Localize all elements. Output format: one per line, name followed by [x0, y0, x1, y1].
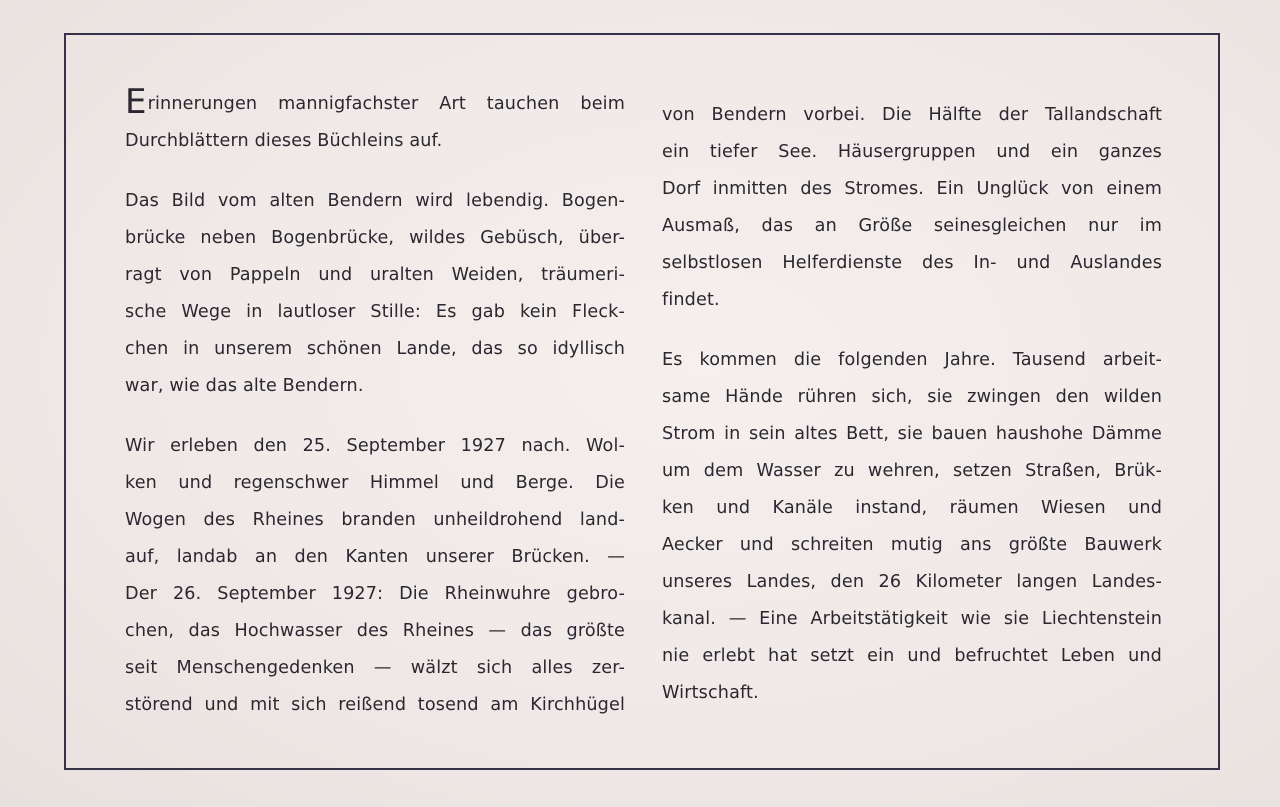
text-line: rinnerungen mannigfachster Art tauchen beim: [147, 94, 625, 114]
paragraph-reconstruction: [662, 342, 1162, 712]
text-line: selbstlosen Helferdienste des In- und Auslandes: [662, 253, 1163, 273]
paragraph-flood-continued: [662, 97, 1162, 319]
text-line: Der 26. September 1927: Die Rheinwuhre gebro-: [125, 584, 625, 604]
text-line: sche Wege in lautloser Stille: Es gab kein Fleck-: [125, 302, 625, 322]
text-line: Wogen des Rheines branden unheildrohend land-: [125, 510, 626, 530]
text-line: chen in unserem schönen Lande, das so idyllisch: [125, 339, 626, 359]
text-line: Es kommen die folgenden Jahre. Tausend arbeit-: [662, 350, 1163, 370]
text-line: ken und regenschwer Himmel und Berge. Die: [125, 473, 625, 493]
text-line: von Bendern vorbei. Die Hälfte der Tallandschaft: [662, 105, 1162, 125]
text-line: chen, das Hochwasser des Rheines — das größte: [125, 621, 626, 641]
text-line: nie erlebt hat setzt ein und befruchtet Leben und: [662, 646, 1162, 666]
paragraph-intro: [125, 82, 625, 160]
text-line: Dorf inmitten des Stromes. Ein Unglück von einem: [662, 179, 1162, 199]
text-line: ken und Kanäle instand, räumen Wiesen und: [662, 498, 1163, 518]
left-text-column: [125, 82, 626, 724]
text-line: Ausmaß, das an Größe seinesgleichen nur im: [662, 216, 1163, 236]
text-line: Wirtschaft.: [662, 683, 759, 703]
text-line: Aecker und schreiten mutig ans größte Bauwerk: [662, 535, 1163, 555]
paragraph-old-bendern: [125, 183, 625, 405]
text-line: Strom in sein altes Bett, sie bauen haushohe Dämme: [662, 424, 1162, 444]
text-line: störend und mit sich reißend tosend am Kirchhügel: [125, 695, 625, 715]
text-line: um dem Wasser zu wehren, setzen Straßen, Brük-: [662, 461, 1162, 481]
text-line: auf, landab an den Kanten unserer Brücken. —: [125, 547, 625, 567]
text-line: war, wie das alte Bendern.: [125, 376, 364, 396]
text-line: ragt von Pappeln und uralten Weiden, träumeri-: [125, 265, 626, 285]
text-line: Das Bild vom alten Bendern wird lebendig. Bogen-: [125, 191, 625, 211]
text-line: findet.: [662, 290, 720, 310]
text-line: brücke neben Bogenbrücke, wildes Gebüsch, über-: [125, 228, 626, 248]
right-text-column: [662, 97, 1162, 712]
paragraph-flood-1927: [125, 428, 625, 724]
text-line: Wir erleben den 25. September 1927 nach. Wol-: [125, 436, 625, 456]
text-line: seit Menschengedenken — wälzt sich alles zer-: [125, 658, 626, 678]
drop-cap-initial: E: [125, 82, 147, 122]
text-line: kanal. — Eine Arbeitstätigkeit wie sie Liechtenstein: [662, 609, 1162, 629]
text-line: same Hände rühren sich, sie zwingen den wilden: [662, 387, 1163, 407]
text-line: ein tiefer See. Häusergruppen und ein ganzes: [662, 142, 1162, 162]
text-line: unseres Landes, den 26 Kilometer langen Landes-: [662, 572, 1162, 592]
text-line: Durchblättern dieses Büchleins auf.: [125, 131, 443, 151]
